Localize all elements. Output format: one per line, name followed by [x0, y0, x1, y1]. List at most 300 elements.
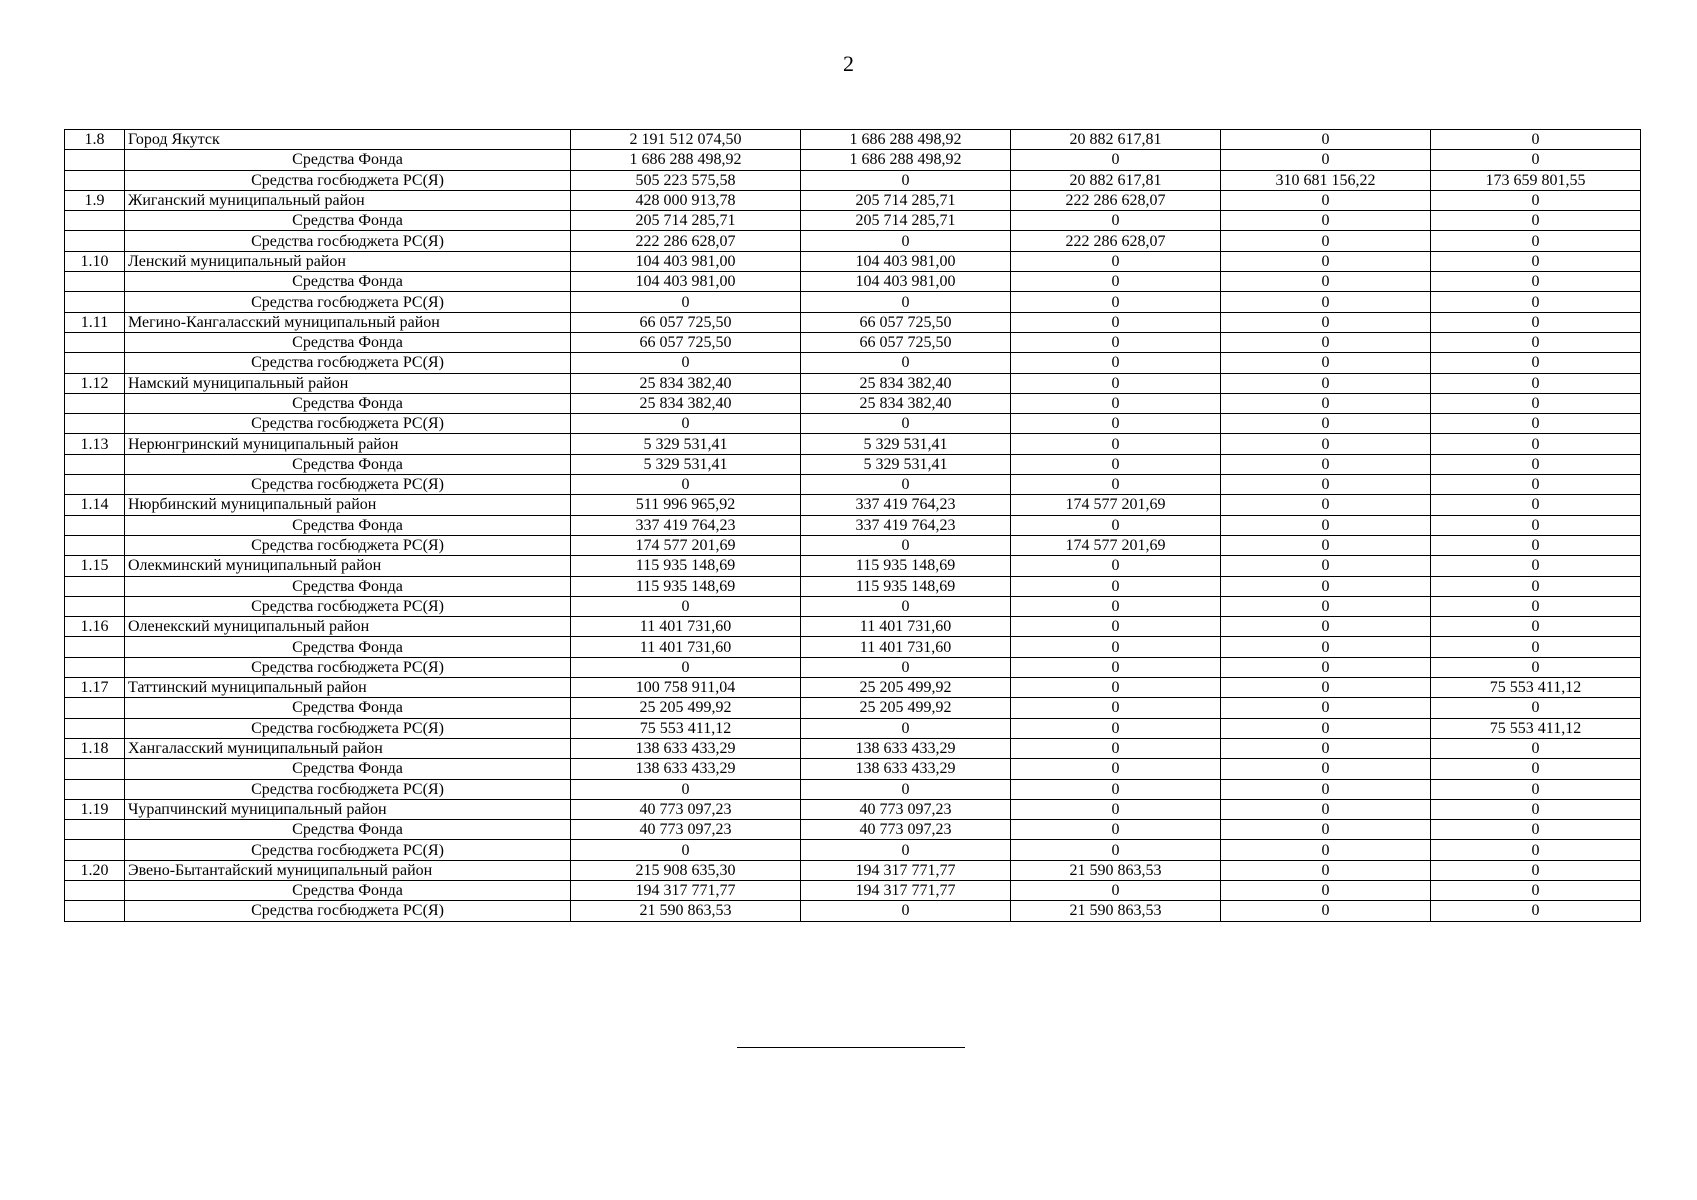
total-amount-cell: 511 996 965,92 — [571, 495, 801, 515]
amount-col-3-cell: 0 — [1011, 617, 1221, 637]
total-amount-cell: 115 935 148,69 — [571, 576, 801, 596]
row-name-cell: Средства Фонда — [125, 759, 571, 779]
amount-col-2-cell: 104 403 981,00 — [801, 272, 1011, 292]
total-amount-cell: 337 419 764,23 — [571, 515, 801, 535]
amount-col-4-cell: 0 — [1221, 901, 1431, 921]
amount-col-2-cell: 25 205 499,92 — [801, 678, 1011, 698]
total-amount-cell: 0 — [571, 353, 801, 373]
amount-col-2-cell: 138 633 433,29 — [801, 759, 1011, 779]
table-row — [65, 901, 1641, 921]
amount-col-5-cell: 0 — [1431, 475, 1641, 495]
amount-col-2-cell: 40 773 097,23 — [801, 799, 1011, 819]
row-name-cell: Средства госбюджета РС(Я) — [125, 475, 571, 495]
page-number: 2 — [843, 51, 854, 76]
amount-col-4-cell: 0 — [1221, 556, 1431, 576]
amount-col-4-cell: 0 — [1221, 211, 1431, 231]
amount-col-4-cell: 0 — [1221, 738, 1431, 758]
amount-col-3-cell: 0 — [1011, 312, 1221, 332]
table-row — [65, 312, 1641, 332]
amount-col-4-cell: 0 — [1221, 495, 1431, 515]
row-number-cell: 1.14 — [65, 495, 125, 515]
row-name-cell: Средства Фонда — [125, 211, 571, 231]
table-row — [65, 779, 1641, 799]
table-row — [65, 190, 1641, 210]
amount-col-4-cell: 0 — [1221, 414, 1431, 434]
amount-col-2-cell: 337 419 764,23 — [801, 495, 1011, 515]
amount-col-4-cell: 0 — [1221, 637, 1431, 657]
amount-col-3-cell: 222 286 628,07 — [1011, 231, 1221, 251]
amount-col-5-cell: 0 — [1431, 495, 1641, 515]
total-amount-cell: 40 773 097,23 — [571, 820, 801, 840]
amount-col-3-cell: 0 — [1011, 759, 1221, 779]
amount-col-2-cell: 0 — [801, 901, 1011, 921]
table-row — [65, 353, 1641, 373]
amount-col-5-cell: 0 — [1431, 880, 1641, 900]
total-amount-cell: 205 714 285,71 — [571, 211, 801, 231]
row-name-cell: Хангаласский муниципальный район — [125, 738, 571, 758]
table-row — [65, 718, 1641, 738]
amount-col-3-cell: 0 — [1011, 779, 1221, 799]
amount-col-4-cell: 0 — [1221, 515, 1431, 535]
total-amount-cell: 428 000 913,78 — [571, 190, 801, 210]
amount-col-2-cell: 0 — [801, 231, 1011, 251]
amount-col-2-cell: 337 419 764,23 — [801, 515, 1011, 535]
amount-col-2-cell: 25 834 382,40 — [801, 393, 1011, 413]
amount-col-5-cell: 0 — [1431, 840, 1641, 860]
row-number-cell: 1.16 — [65, 617, 125, 637]
amount-col-5-cell: 0 — [1431, 698, 1641, 718]
amount-col-4-cell: 0 — [1221, 292, 1431, 312]
amount-col-5-cell: 0 — [1431, 820, 1641, 840]
amount-col-4-cell: 0 — [1221, 353, 1431, 373]
row-number-cell: 1.10 — [65, 251, 125, 271]
amount-col-4-cell: 310 681 156,22 — [1221, 170, 1431, 190]
row-number-cell — [65, 820, 125, 840]
amount-col-5-cell: 173 659 801,55 — [1431, 170, 1641, 190]
row-name-cell: Город Якутск — [125, 130, 571, 150]
end-of-document-line — [737, 1047, 965, 1048]
amount-col-4-cell: 0 — [1221, 231, 1431, 251]
table-row — [65, 678, 1641, 698]
amount-col-5-cell: 0 — [1431, 272, 1641, 292]
row-name-cell: Таттинский муниципальный район — [125, 678, 571, 698]
row-name-cell: Средства госбюджета РС(Я) — [125, 535, 571, 555]
amount-col-5-cell: 75 553 411,12 — [1431, 718, 1641, 738]
table-row — [65, 738, 1641, 758]
row-number-cell — [65, 576, 125, 596]
amount-col-3-cell: 21 590 863,53 — [1011, 860, 1221, 880]
amount-col-3-cell: 0 — [1011, 414, 1221, 434]
amount-col-5-cell: 0 — [1431, 779, 1641, 799]
amount-col-2-cell: 25 205 499,92 — [801, 698, 1011, 718]
table-row — [65, 434, 1641, 454]
total-amount-cell: 215 908 635,30 — [571, 860, 801, 880]
row-number-cell: 1.20 — [65, 860, 125, 880]
amount-col-5-cell: 0 — [1431, 312, 1641, 332]
amount-col-3-cell: 0 — [1011, 272, 1221, 292]
amount-col-4-cell: 0 — [1221, 596, 1431, 616]
amount-col-5-cell: 0 — [1431, 292, 1641, 312]
amount-col-5-cell: 0 — [1431, 211, 1641, 231]
row-name-cell: Средства Фонда — [125, 698, 571, 718]
amount-col-3-cell: 0 — [1011, 150, 1221, 170]
total-amount-cell: 11 401 731,60 — [571, 637, 801, 657]
amount-col-5-cell: 0 — [1431, 799, 1641, 819]
table-row — [65, 880, 1641, 900]
amount-col-2-cell: 66 057 725,50 — [801, 332, 1011, 352]
row-number-cell: 1.12 — [65, 373, 125, 393]
amount-col-2-cell: 11 401 731,60 — [801, 617, 1011, 637]
amount-col-3-cell: 0 — [1011, 738, 1221, 758]
row-name-cell: Средства госбюджета РС(Я) — [125, 414, 571, 434]
table-row — [65, 515, 1641, 535]
total-amount-cell: 5 329 531,41 — [571, 454, 801, 474]
amount-col-3-cell: 0 — [1011, 880, 1221, 900]
total-amount-cell: 174 577 201,69 — [571, 535, 801, 555]
row-name-cell: Оленекский муниципальный район — [125, 617, 571, 637]
table-row — [65, 475, 1641, 495]
row-name-cell: Средства госбюджета РС(Я) — [125, 292, 571, 312]
amount-col-4-cell: 0 — [1221, 718, 1431, 738]
amount-col-3-cell: 0 — [1011, 251, 1221, 271]
amount-col-5-cell: 0 — [1431, 454, 1641, 474]
table-row — [65, 576, 1641, 596]
amount-col-4-cell: 0 — [1221, 860, 1431, 880]
row-number-cell — [65, 901, 125, 921]
total-amount-cell: 0 — [571, 475, 801, 495]
amount-col-3-cell: 0 — [1011, 373, 1221, 393]
amount-col-4-cell: 0 — [1221, 190, 1431, 210]
amount-col-5-cell: 0 — [1431, 434, 1641, 454]
row-name-cell: Чурапчинский муниципальный район — [125, 799, 571, 819]
amount-col-4-cell: 0 — [1221, 840, 1431, 860]
amount-col-5-cell: 75 553 411,12 — [1431, 678, 1641, 698]
table-row — [65, 393, 1641, 413]
table-row — [65, 637, 1641, 657]
row-number-cell: 1.11 — [65, 312, 125, 332]
total-amount-cell: 40 773 097,23 — [571, 799, 801, 819]
total-amount-cell: 0 — [571, 596, 801, 616]
row-name-cell: Эвено-Бытантайский муниципальный район — [125, 860, 571, 880]
amount-col-4-cell: 0 — [1221, 454, 1431, 474]
row-number-cell: 1.8 — [65, 130, 125, 150]
row-name-cell: Нюрбинский муниципальный район — [125, 495, 571, 515]
row-name-cell: Средства Фонда — [125, 820, 571, 840]
amount-col-2-cell: 11 401 731,60 — [801, 637, 1011, 657]
total-amount-cell: 100 758 911,04 — [571, 678, 801, 698]
table-row — [65, 860, 1641, 880]
amount-col-5-cell: 0 — [1431, 759, 1641, 779]
row-number-cell: 1.18 — [65, 738, 125, 758]
amount-col-3-cell: 0 — [1011, 332, 1221, 352]
table-row — [65, 556, 1641, 576]
total-amount-cell: 21 590 863,53 — [571, 901, 801, 921]
table-row — [65, 130, 1641, 150]
amount-col-2-cell: 104 403 981,00 — [801, 251, 1011, 271]
amount-col-3-cell: 0 — [1011, 698, 1221, 718]
amount-col-3-cell: 0 — [1011, 556, 1221, 576]
row-number-cell — [65, 657, 125, 677]
amount-col-5-cell: 0 — [1431, 373, 1641, 393]
total-amount-cell: 25 834 382,40 — [571, 393, 801, 413]
row-number-cell — [65, 475, 125, 495]
row-name-cell: Средства госбюджета РС(Я) — [125, 718, 571, 738]
row-name-cell: Средства Фонда — [125, 393, 571, 413]
row-number-cell: 1.13 — [65, 434, 125, 454]
amount-col-4-cell: 0 — [1221, 799, 1431, 819]
amount-col-2-cell: 25 834 382,40 — [801, 373, 1011, 393]
amount-col-4-cell: 0 — [1221, 576, 1431, 596]
table-row — [65, 799, 1641, 819]
amount-col-2-cell: 5 329 531,41 — [801, 454, 1011, 474]
amount-col-5-cell: 0 — [1431, 150, 1641, 170]
total-amount-cell: 0 — [571, 292, 801, 312]
amount-col-4-cell: 0 — [1221, 272, 1431, 292]
row-number-cell — [65, 170, 125, 190]
row-name-cell: Средства Фонда — [125, 454, 571, 474]
amount-col-3-cell: 174 577 201,69 — [1011, 495, 1221, 515]
amount-col-3-cell: 174 577 201,69 — [1011, 535, 1221, 555]
amount-col-3-cell: 0 — [1011, 211, 1221, 231]
row-name-cell: Средства Фонда — [125, 637, 571, 657]
total-amount-cell: 66 057 725,50 — [571, 332, 801, 352]
table-row — [65, 150, 1641, 170]
row-name-cell: Средства госбюджета РС(Я) — [125, 779, 571, 799]
table-row — [65, 272, 1641, 292]
amount-col-2-cell: 0 — [801, 353, 1011, 373]
amount-col-2-cell: 0 — [801, 596, 1011, 616]
table-row — [65, 211, 1641, 231]
amount-col-5-cell: 0 — [1431, 353, 1641, 373]
amount-col-3-cell: 0 — [1011, 515, 1221, 535]
total-amount-cell: 194 317 771,77 — [571, 880, 801, 900]
row-number-cell — [65, 353, 125, 373]
amount-col-2-cell: 40 773 097,23 — [801, 820, 1011, 840]
table-body — [65, 130, 1641, 922]
amount-col-5-cell: 0 — [1431, 535, 1641, 555]
amount-col-5-cell: 0 — [1431, 251, 1641, 271]
amount-col-2-cell: 66 057 725,50 — [801, 312, 1011, 332]
amount-col-3-cell: 0 — [1011, 718, 1221, 738]
total-amount-cell: 5 329 531,41 — [571, 434, 801, 454]
table-row — [65, 414, 1641, 434]
amount-col-3-cell: 0 — [1011, 840, 1221, 860]
amount-col-5-cell: 0 — [1431, 556, 1641, 576]
amount-col-4-cell: 0 — [1221, 150, 1431, 170]
row-number-cell: 1.9 — [65, 190, 125, 210]
table-row — [65, 170, 1641, 190]
total-amount-cell: 104 403 981,00 — [571, 272, 801, 292]
amount-col-3-cell: 0 — [1011, 393, 1221, 413]
table-row — [65, 535, 1641, 555]
amount-col-4-cell: 0 — [1221, 820, 1431, 840]
row-number-cell — [65, 150, 125, 170]
total-amount-cell: 104 403 981,00 — [571, 251, 801, 271]
amount-col-3-cell: 0 — [1011, 657, 1221, 677]
table-row — [65, 231, 1641, 251]
total-amount-cell: 222 286 628,07 — [571, 231, 801, 251]
row-number-cell — [65, 880, 125, 900]
row-name-cell: Средства госбюджета РС(Я) — [125, 901, 571, 921]
row-number-cell — [65, 211, 125, 231]
row-number-cell — [65, 414, 125, 434]
amount-col-5-cell: 0 — [1431, 657, 1641, 677]
row-name-cell: Средства Фонда — [125, 150, 571, 170]
amount-col-5-cell: 0 — [1431, 393, 1641, 413]
amount-col-3-cell: 0 — [1011, 475, 1221, 495]
total-amount-cell: 0 — [571, 414, 801, 434]
amount-col-2-cell: 1 686 288 498,92 — [801, 130, 1011, 150]
row-name-cell: Жиганский муниципальный район — [125, 190, 571, 210]
amount-col-2-cell: 0 — [801, 840, 1011, 860]
amount-col-3-cell: 0 — [1011, 434, 1221, 454]
amount-col-3-cell: 0 — [1011, 820, 1221, 840]
table-row — [65, 292, 1641, 312]
amount-col-5-cell: 0 — [1431, 901, 1641, 921]
amount-col-2-cell: 115 935 148,69 — [801, 556, 1011, 576]
row-number-cell — [65, 718, 125, 738]
total-amount-cell: 138 633 433,29 — [571, 738, 801, 758]
amount-col-4-cell: 0 — [1221, 475, 1431, 495]
funding-table — [64, 129, 1641, 922]
amount-col-3-cell: 20 882 617,81 — [1011, 170, 1221, 190]
row-number-cell — [65, 535, 125, 555]
amount-col-2-cell: 0 — [801, 657, 1011, 677]
amount-col-5-cell: 0 — [1431, 860, 1641, 880]
amount-col-4-cell: 0 — [1221, 759, 1431, 779]
total-amount-cell: 115 935 148,69 — [571, 556, 801, 576]
table-row — [65, 373, 1641, 393]
row-number-cell — [65, 515, 125, 535]
total-amount-cell: 0 — [571, 779, 801, 799]
row-number-cell — [65, 698, 125, 718]
row-number-cell: 1.17 — [65, 678, 125, 698]
row-number-cell — [65, 840, 125, 860]
row-name-cell: Ленский муниципальный район — [125, 251, 571, 271]
amount-col-2-cell: 0 — [801, 779, 1011, 799]
amount-col-4-cell: 0 — [1221, 535, 1431, 555]
amount-col-2-cell: 0 — [801, 535, 1011, 555]
row-name-cell: Средства Фонда — [125, 576, 571, 596]
amount-col-4-cell: 0 — [1221, 434, 1431, 454]
amount-col-3-cell: 0 — [1011, 576, 1221, 596]
table-row — [65, 840, 1641, 860]
table-row — [65, 759, 1641, 779]
amount-col-5-cell: 0 — [1431, 637, 1641, 657]
row-name-cell: Намский муниципальный район — [125, 373, 571, 393]
amount-col-4-cell: 0 — [1221, 393, 1431, 413]
amount-col-5-cell: 0 — [1431, 515, 1641, 535]
amount-col-2-cell: 0 — [801, 718, 1011, 738]
amount-col-5-cell: 0 — [1431, 414, 1641, 434]
row-number-cell — [65, 393, 125, 413]
table-row — [65, 820, 1641, 840]
row-number-cell — [65, 292, 125, 312]
row-number-cell — [65, 454, 125, 474]
amount-col-4-cell: 0 — [1221, 698, 1431, 718]
row-name-cell: Средства Фонда — [125, 515, 571, 535]
amount-col-5-cell: 0 — [1431, 576, 1641, 596]
amount-col-5-cell: 0 — [1431, 596, 1641, 616]
amount-col-4-cell: 0 — [1221, 312, 1431, 332]
row-name-cell: Средства госбюджета РС(Я) — [125, 231, 571, 251]
amount-col-2-cell: 0 — [801, 475, 1011, 495]
total-amount-cell: 66 057 725,50 — [571, 312, 801, 332]
total-amount-cell: 11 401 731,60 — [571, 617, 801, 637]
amount-col-2-cell: 0 — [801, 292, 1011, 312]
amount-col-5-cell: 0 — [1431, 130, 1641, 150]
row-number-cell: 1.19 — [65, 799, 125, 819]
amount-col-4-cell: 0 — [1221, 880, 1431, 900]
row-name-cell: Олекминский муниципальный район — [125, 556, 571, 576]
amount-col-5-cell: 0 — [1431, 617, 1641, 637]
row-name-cell: Средства госбюджета РС(Я) — [125, 840, 571, 860]
row-name-cell: Средства госбюджета РС(Я) — [125, 657, 571, 677]
amount-col-3-cell: 0 — [1011, 678, 1221, 698]
amount-col-5-cell: 0 — [1431, 738, 1641, 758]
amount-col-3-cell: 21 590 863,53 — [1011, 901, 1221, 921]
amount-col-4-cell: 0 — [1221, 779, 1431, 799]
table-row — [65, 617, 1641, 637]
amount-col-3-cell: 0 — [1011, 637, 1221, 657]
row-number-cell — [65, 596, 125, 616]
total-amount-cell: 0 — [571, 657, 801, 677]
total-amount-cell: 75 553 411,12 — [571, 718, 801, 738]
row-number-cell — [65, 759, 125, 779]
amount-col-2-cell: 5 329 531,41 — [801, 434, 1011, 454]
amount-col-2-cell: 0 — [801, 414, 1011, 434]
table-row — [65, 596, 1641, 616]
row-name-cell: Мегино-Кангаласский муниципальный район — [125, 312, 571, 332]
amount-col-4-cell: 0 — [1221, 332, 1431, 352]
table-row — [65, 657, 1641, 677]
row-name-cell: Средства Фонда — [125, 332, 571, 352]
amount-col-3-cell: 222 286 628,07 — [1011, 190, 1221, 210]
amount-col-3-cell: 0 — [1011, 596, 1221, 616]
total-amount-cell: 2 191 512 074,50 — [571, 130, 801, 150]
row-number-cell — [65, 231, 125, 251]
amount-col-4-cell: 0 — [1221, 251, 1431, 271]
row-number-cell — [65, 332, 125, 352]
amount-col-4-cell: 0 — [1221, 617, 1431, 637]
row-name-cell: Нерюнгринский муниципальный район — [125, 434, 571, 454]
total-amount-cell: 0 — [571, 840, 801, 860]
amount-col-3-cell: 0 — [1011, 799, 1221, 819]
amount-col-3-cell: 20 882 617,81 — [1011, 130, 1221, 150]
amount-col-2-cell: 115 935 148,69 — [801, 576, 1011, 596]
amount-col-2-cell: 194 317 771,77 — [801, 880, 1011, 900]
amount-col-2-cell: 138 633 433,29 — [801, 738, 1011, 758]
total-amount-cell: 138 633 433,29 — [571, 759, 801, 779]
amount-col-4-cell: 0 — [1221, 678, 1431, 698]
row-number-cell: 1.15 — [65, 556, 125, 576]
total-amount-cell: 25 834 382,40 — [571, 373, 801, 393]
total-amount-cell: 1 686 288 498,92 — [571, 150, 801, 170]
amount-col-5-cell: 0 — [1431, 190, 1641, 210]
row-name-cell: Средства госбюджета РС(Я) — [125, 170, 571, 190]
total-amount-cell: 25 205 499,92 — [571, 698, 801, 718]
amount-col-2-cell: 205 714 285,71 — [801, 211, 1011, 231]
row-name-cell: Средства Фонда — [125, 880, 571, 900]
row-name-cell: Средства госбюджета РС(Я) — [125, 353, 571, 373]
row-name-cell: Средства Фонда — [125, 272, 571, 292]
table-row — [65, 251, 1641, 271]
amount-col-4-cell: 0 — [1221, 373, 1431, 393]
table-row — [65, 698, 1641, 718]
row-number-cell — [65, 637, 125, 657]
row-number-cell — [65, 779, 125, 799]
amount-col-4-cell: 0 — [1221, 130, 1431, 150]
